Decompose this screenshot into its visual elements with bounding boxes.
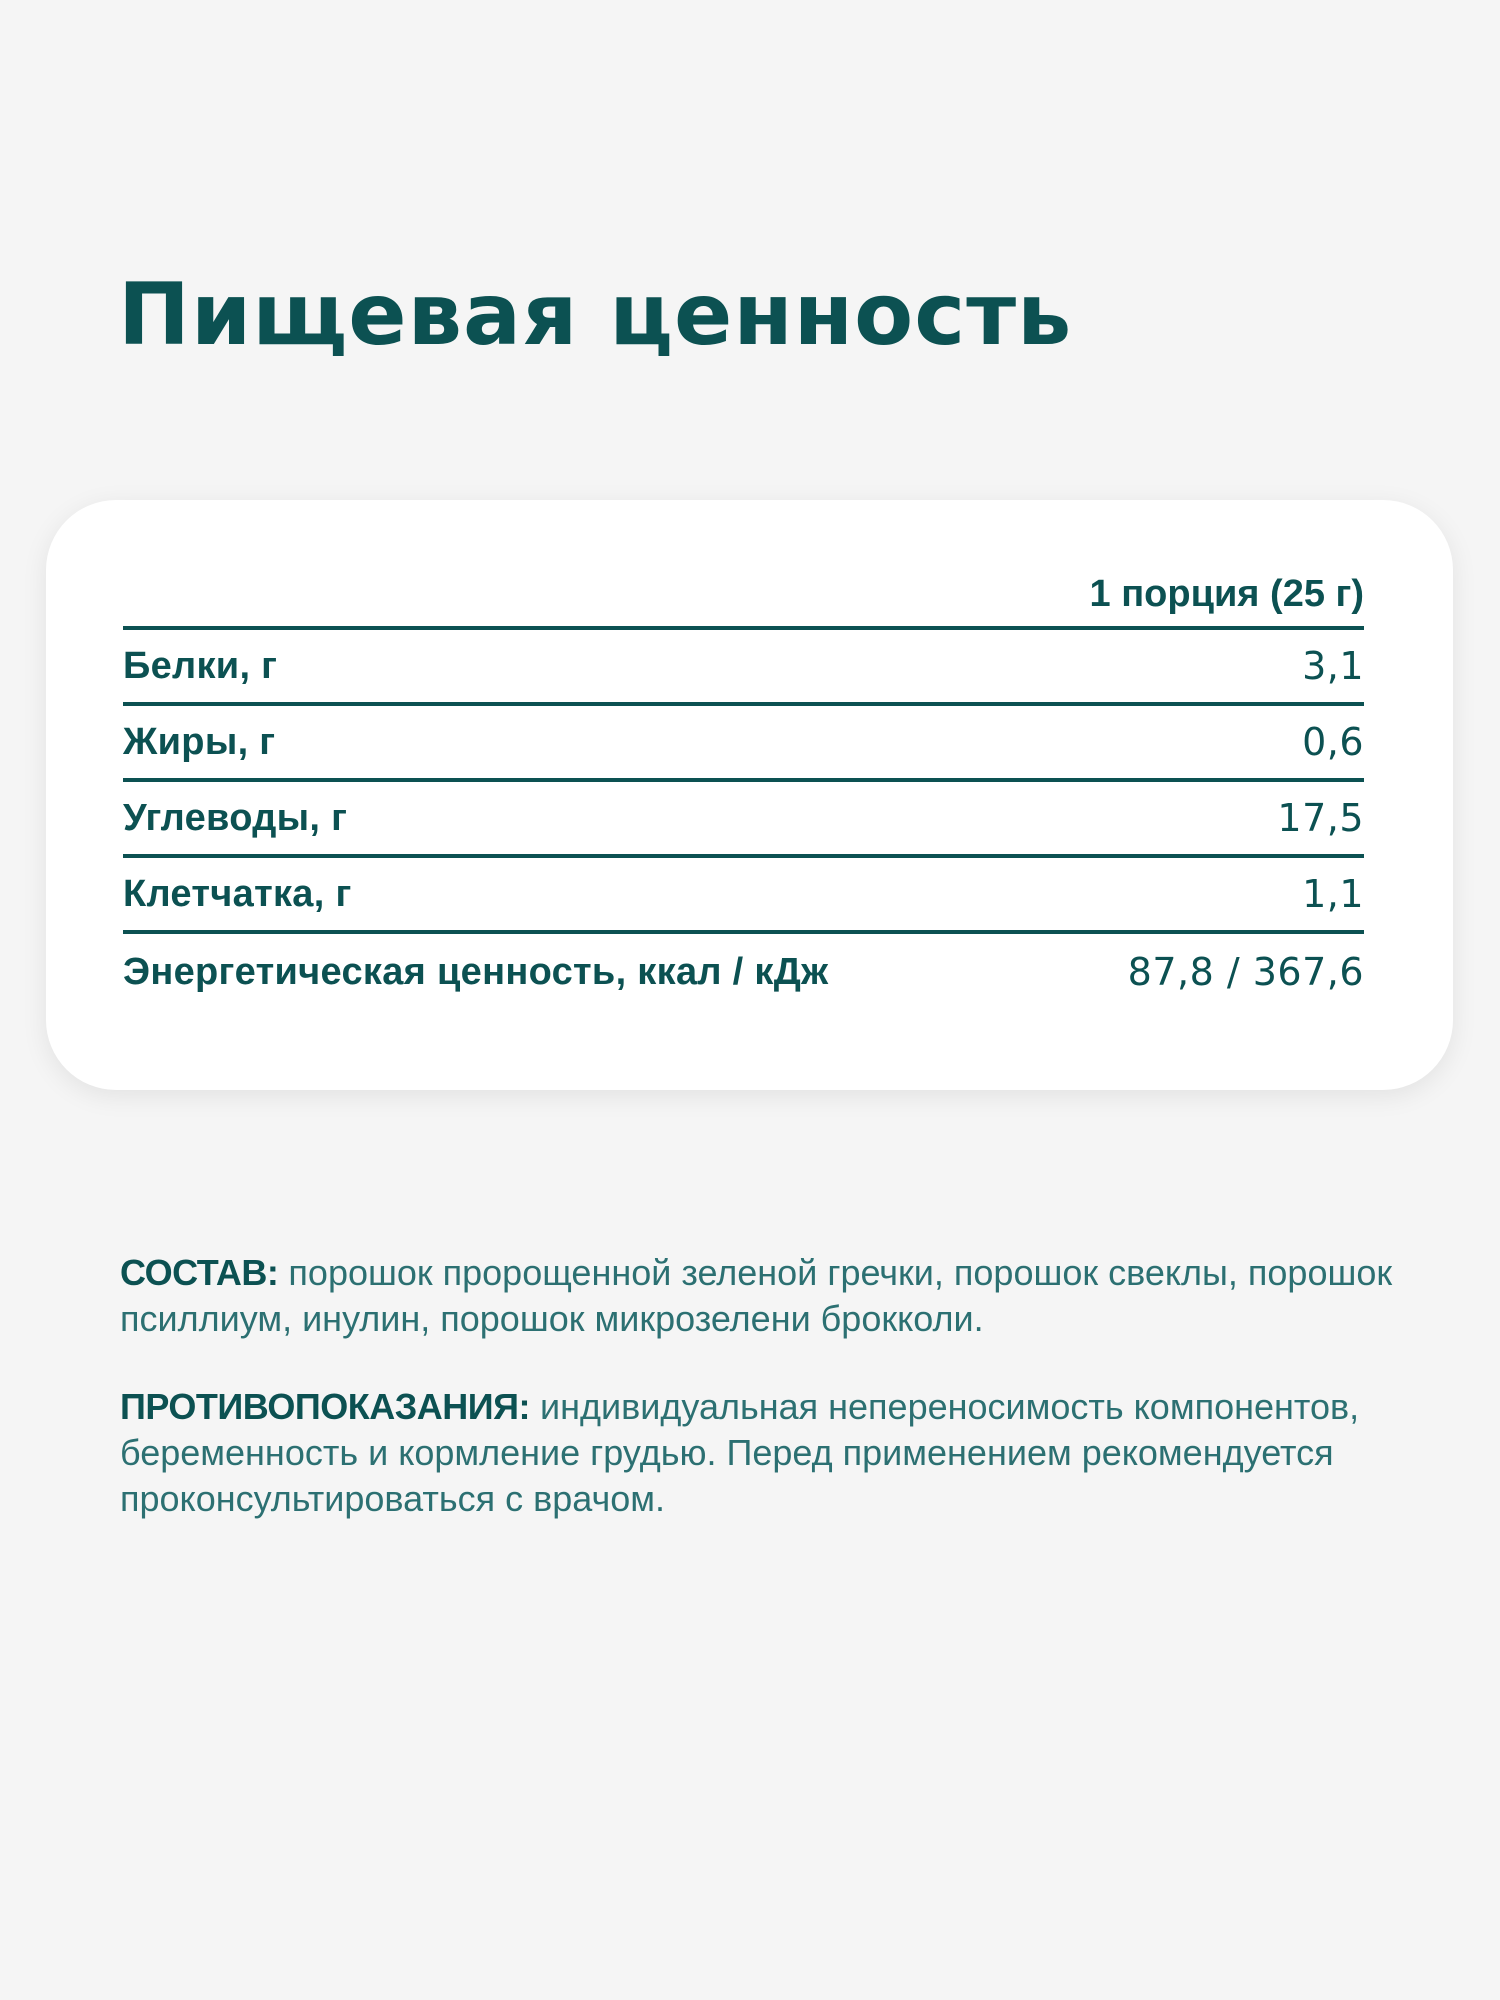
table-row-protein <box>123 630 1364 706</box>
composition-paragraph <box>120 1250 1420 1342</box>
row-label: Белки, г <box>123 644 278 687</box>
row-value: 3,1 <box>1302 644 1364 688</box>
contraindications-text: индивидуальная непереносимость компонентов, беременность и кормление грудью. Перед применением рекомендуется проконсультироваться с врачом. <box>120 1386 1360 1519</box>
table-row-fat <box>123 706 1364 782</box>
row-label: Энергетическая ценность, ккал / кДж <box>123 950 829 993</box>
contraindications-label: ПРОТИВОПОКАЗАНИЯ: <box>120 1386 531 1427</box>
portion-label: 1 порция (25 г) <box>1089 573 1364 615</box>
table-row-fiber <box>123 858 1364 934</box>
composition-text: порошок пророщенной зеленой гречки, порошок свеклы, порошок псиллиум, инулин, порошок микрозелени брокколи. <box>120 1252 1393 1339</box>
row-value: 17,5 <box>1277 796 1364 840</box>
row-value: 0,6 <box>1302 720 1364 764</box>
table-header <box>123 568 1364 630</box>
nutrition-table <box>123 568 1364 1010</box>
row-label: Клетчатка, г <box>123 872 352 915</box>
composition-label: СОСТАВ: <box>120 1252 279 1293</box>
row-value: 87,8 / 367,6 <box>1127 950 1364 994</box>
row-label: Жиры, г <box>123 720 276 763</box>
contraindications-paragraph <box>120 1384 1420 1522</box>
page-title: Пищевая ценность <box>118 265 1073 365</box>
table-row-carbs <box>123 782 1364 858</box>
row-value: 1,1 <box>1302 872 1364 916</box>
row-label: Углеводы, г <box>123 796 348 839</box>
table-row-energy <box>123 934 1364 1010</box>
